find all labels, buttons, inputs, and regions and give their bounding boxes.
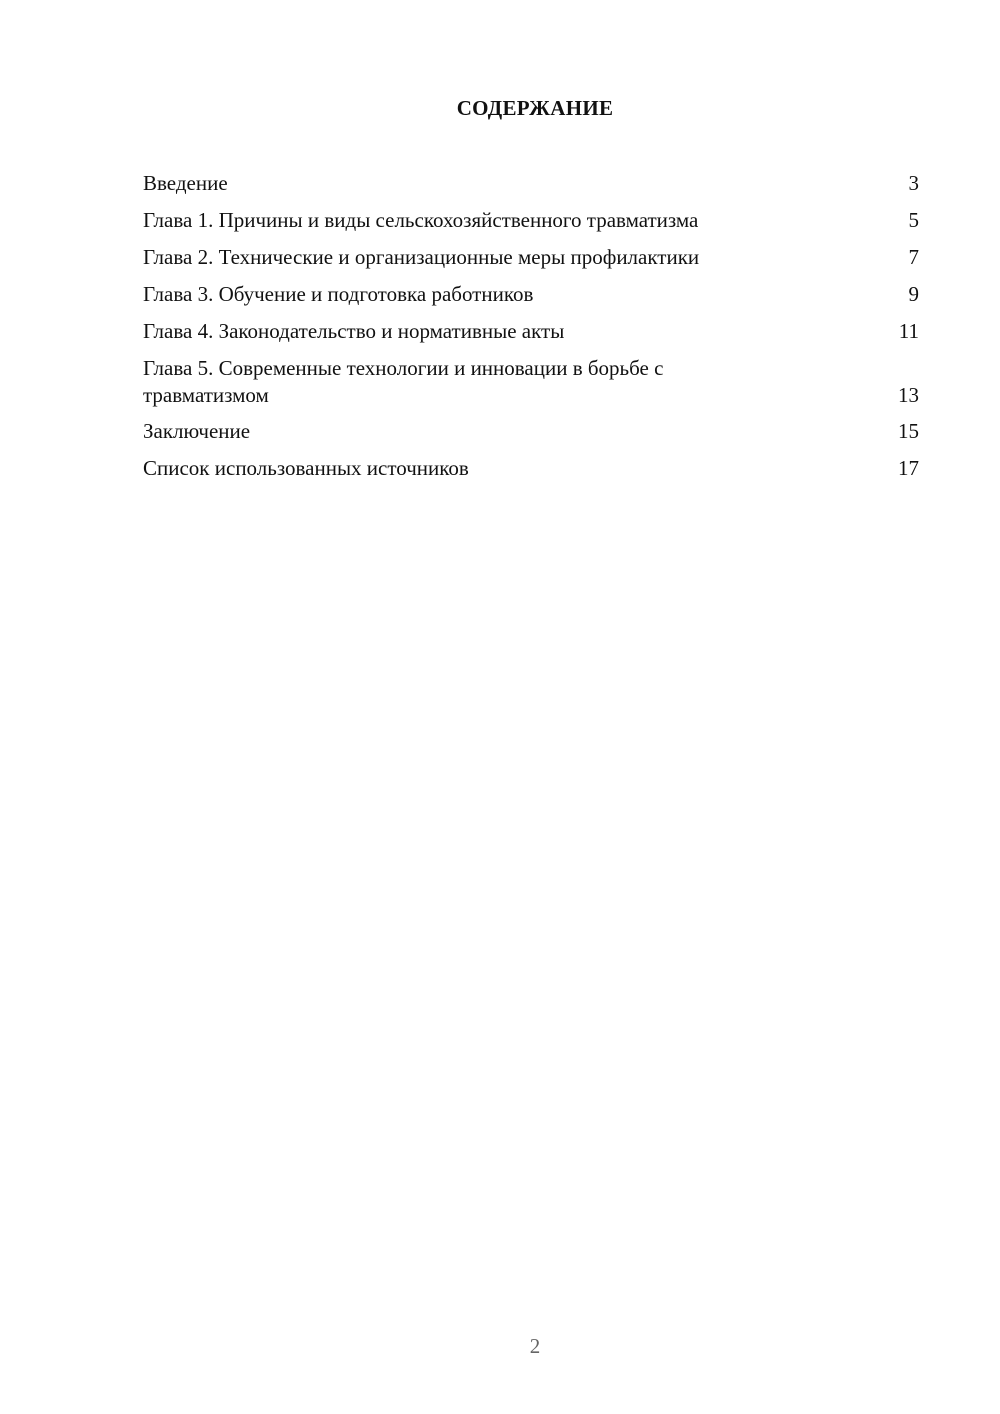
toc-title: СОДЕРЖАНИЕ bbox=[456, 96, 614, 120]
toc-entry bbox=[143, 207, 919, 234]
toc-entry-label: Список использованных источников bbox=[143, 456, 469, 480]
toc-entry-label: Глава 5. Современные технологии и инновации в борьбе с травматизмом bbox=[143, 356, 664, 407]
toc-entry-page: 9 bbox=[908, 282, 919, 306]
toc-entry-label: Глава 1. Причины и виды сельскохозяйственного травматизма bbox=[143, 208, 699, 232]
toc-entry-label: Глава 4. Законодательство и нормативные акты bbox=[143, 319, 565, 343]
toc-entry-label: Глава 2. Технические и организационные меры профилактики bbox=[143, 245, 700, 269]
toc-entry-page: 11 bbox=[898, 319, 919, 343]
toc-entry bbox=[143, 455, 919, 482]
toc-entry-page: 15 bbox=[898, 419, 919, 443]
toc-entry bbox=[143, 244, 919, 271]
toc-entry-page: 13 bbox=[898, 383, 919, 407]
table-of-contents bbox=[143, 170, 919, 492]
toc-entry-label: Заключение bbox=[143, 419, 251, 443]
toc-entry bbox=[143, 170, 919, 197]
page-number: 2 bbox=[529, 1334, 541, 1358]
toc-entry bbox=[143, 418, 919, 445]
toc-entry bbox=[143, 355, 919, 409]
toc-entry-page: 5 bbox=[908, 208, 919, 232]
toc-entry bbox=[143, 281, 919, 308]
toc-entry-label: Глава 3. Обучение и подготовка работников bbox=[143, 282, 534, 306]
toc-entry-page: 7 bbox=[908, 245, 919, 269]
toc-entry-page: 17 bbox=[898, 456, 919, 480]
toc-entry-page: 3 bbox=[908, 171, 919, 195]
toc-entry-label: Введение bbox=[143, 171, 228, 195]
toc-entry bbox=[143, 318, 919, 345]
